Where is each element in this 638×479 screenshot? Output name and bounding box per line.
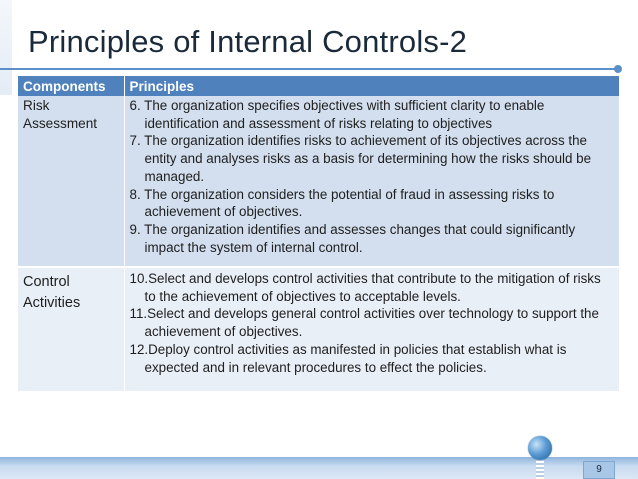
principle-12: 12.Deploy control activities as manifested in policies that establish what is expected and in relevant procedures to effect the policies.	[129, 341, 567, 375]
component-control-activities: Control Activities	[18, 267, 124, 391]
principle-10: 10.Select and develops control activities that contribute to the mitigation of risks to the achievement of objectives to acceptable levels.	[129, 271, 601, 304]
table-header-row	[18, 76, 619, 96]
title-underline-dot	[614, 65, 622, 73]
page-number: 9	[596, 464, 602, 475]
principles-list-risk	[130, 97, 616, 256]
header-components: Components	[18, 76, 124, 96]
principles-cell-control	[124, 267, 619, 391]
principles-list-control	[130, 270, 616, 376]
principle-11: 11.Select and develops general control activities over technology to support the achievement of objectives.	[129, 306, 599, 340]
principle-7: 7. The organization identifies risks to achievement of its objectives across the entity and analyses risks as a basis for determining how the risks should be managed.	[129, 133, 592, 184]
principle-8: 8. The organization considers the potential of fraud in assessing risks to achievement of objectives.	[129, 186, 555, 220]
page-number-box	[583, 461, 615, 479]
globe-icon	[528, 436, 552, 460]
principles-cell-risk	[124, 96, 619, 267]
left-accent-band	[0, 0, 12, 95]
title-underline	[0, 68, 620, 70]
slide-title: Principles of Internal Controls-2	[28, 24, 468, 59]
principle-9: 9. The organization identifies and assesses changes that could significantly impact the system of internal control.	[129, 221, 576, 255]
table-row-control-activities	[18, 267, 619, 391]
principles-table	[18, 76, 619, 391]
globe-stand-graphic	[536, 459, 544, 479]
component-risk-assessment: Risk Assessment	[18, 96, 124, 267]
principle-6: 6. The organization specifies objectives with sufficient clarity to enable identification and assessment of risks relating to objectives	[129, 98, 545, 131]
header-principles: Principles	[124, 76, 619, 96]
table-row-risk-assessment	[18, 96, 619, 267]
